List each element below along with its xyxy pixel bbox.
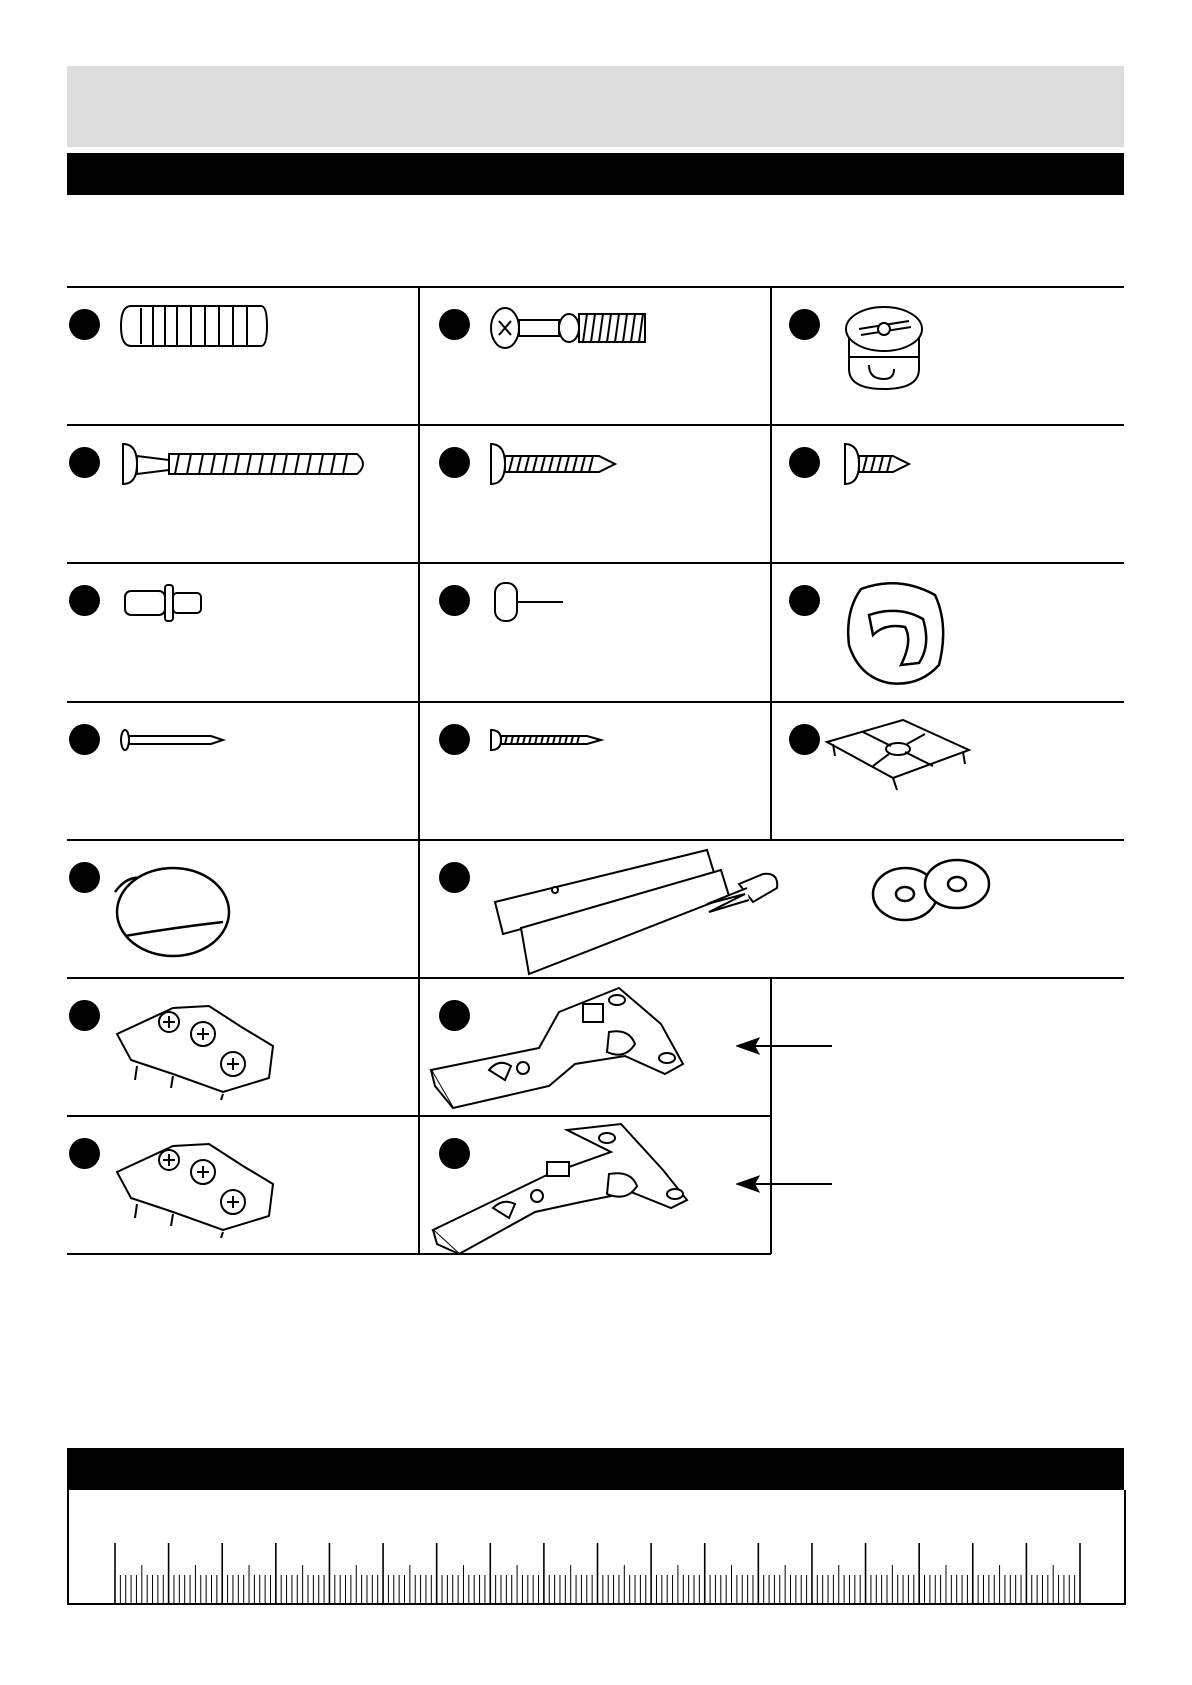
cam-lock-icon — [839, 299, 939, 399]
part-number-dot — [69, 585, 100, 616]
part-number-dot — [789, 724, 820, 755]
part-cell-5 — [419, 425, 771, 563]
thin-screw-icon — [487, 726, 607, 756]
part-cell-17 — [67, 1116, 419, 1254]
part-number-dot — [439, 862, 470, 893]
part-cell-12 — [771, 702, 1124, 840]
part-number-dot — [69, 724, 100, 755]
cam-bolt-icon — [487, 303, 657, 353]
part-number-dot — [439, 585, 470, 616]
ruler-scale — [69, 1490, 1124, 1603]
back-panel-bracket-icon — [823, 714, 973, 794]
part-number-dot — [789, 447, 820, 478]
part-number-dot — [439, 724, 470, 755]
part-cell-15 — [67, 978, 419, 1116]
oval-knob-icon — [111, 858, 241, 968]
part-cell-1 — [67, 287, 419, 425]
measuring-ruler — [67, 1490, 1126, 1605]
part-cell-3 — [771, 287, 1124, 425]
part-cell-8 — [419, 563, 771, 702]
part-cell-16 — [419, 978, 771, 1116]
part-number-dot — [69, 1000, 100, 1031]
part-number-dot — [439, 309, 470, 340]
medium-screw-icon — [487, 440, 627, 490]
wooden-dowel-icon — [119, 302, 279, 352]
left-arrow-icon — [736, 1174, 836, 1194]
part-cell-7 — [67, 563, 419, 702]
part-cell-10 — [67, 702, 419, 840]
nail-icon — [119, 726, 229, 756]
ruler-header-bar — [67, 1448, 1124, 1490]
long-screw-icon — [119, 440, 379, 490]
part-number-dot — [69, 309, 100, 340]
part-cell-13 — [67, 840, 419, 978]
part-number-dot — [789, 585, 820, 616]
short-screw-icon — [841, 440, 921, 490]
part-number-dot — [69, 447, 100, 478]
cranked-hinge-icon — [429, 982, 699, 1112]
straight-hinge-icon — [431, 1122, 701, 1252]
part-number-dot — [69, 862, 100, 893]
part-cell-14 — [419, 840, 1124, 978]
mounting-plate-icon — [113, 990, 283, 1100]
part-cell-6 — [771, 425, 1124, 563]
shelf-pin-icon — [121, 583, 211, 623]
rail-clip-icon — [839, 575, 959, 695]
wall-strap-kit-icon — [495, 848, 915, 978]
part-number-dot — [439, 447, 470, 478]
part-cell-18 — [419, 1116, 771, 1254]
part-cell-4 — [67, 425, 419, 563]
part-cell-2 — [419, 287, 771, 425]
part-cell-9 — [771, 563, 1124, 702]
washer-pair-icon — [863, 858, 1003, 928]
part-cell-11 — [419, 702, 771, 840]
part-number-dot — [69, 1138, 100, 1169]
left-arrow-icon — [736, 1036, 836, 1056]
mounting-plate-icon — [113, 1128, 283, 1238]
felt-pad-nail-icon — [491, 579, 571, 629]
part-number-dot — [789, 309, 820, 340]
